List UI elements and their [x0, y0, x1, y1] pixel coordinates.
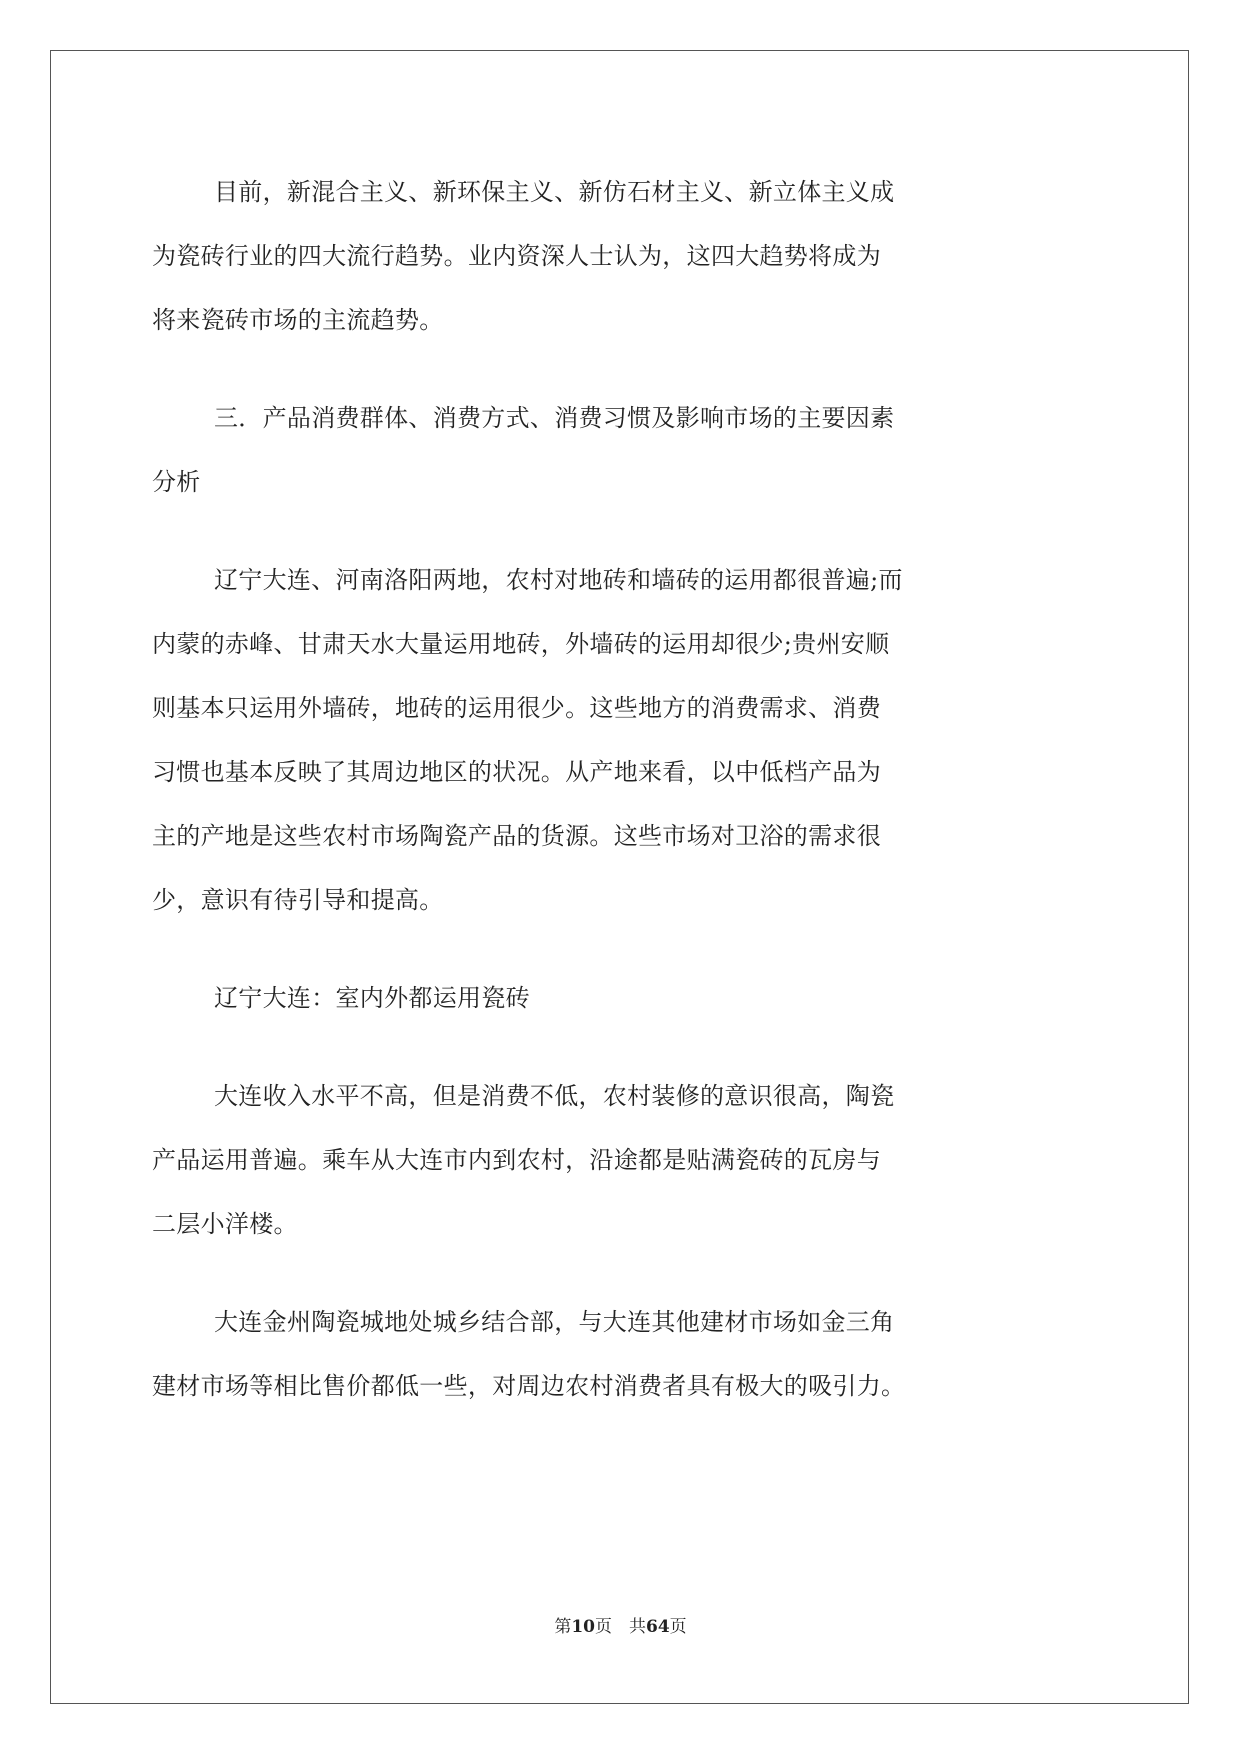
- text-line: 主的产地是这些农村市场陶瓷产品的货源。这些市场对卫浴的需求很: [152, 822, 881, 850]
- footer-prefix: 第: [554, 1617, 572, 1637]
- text-line: 内蒙的赤峰、甘肃天水大量运用地砖，外墙砖的运用却很少;贵州安顺: [152, 630, 890, 658]
- text-line: 辽宁大连、河南洛阳两地，农村对地砖和墙砖的运用都很普遍;而: [214, 566, 903, 594]
- footer-middle: 页 共: [595, 1617, 646, 1637]
- paragraph-5: [152, 1064, 1092, 1256]
- text-line: 则基本只运用外墙砖，地砖的运用很少。这些地方的消费需求、消费: [152, 694, 881, 722]
- text-line: 二层小洋楼。: [152, 1210, 298, 1238]
- text-line: 少，意识有待引导和提高。: [152, 886, 444, 914]
- page-footer: [0, 1612, 1241, 1637]
- document-body: [152, 160, 1092, 1418]
- text-line: 建材市场等相比售价都低一些，对周边农村消费者具有极大的吸引力。: [152, 1372, 906, 1400]
- paragraph-4-subheading: [152, 966, 1092, 1030]
- text-line: 将来瓷砖市场的主流趋势。: [152, 306, 444, 334]
- paragraph-3: [152, 548, 1092, 932]
- text-line: 分析: [152, 468, 201, 496]
- current-page-number: 10: [571, 1617, 595, 1637]
- text-line: 目前，新混合主义、新环保主义、新仿石材主义、新立体主义成: [214, 178, 895, 206]
- paragraph-6: [152, 1290, 1092, 1418]
- footer-suffix: 页: [669, 1617, 687, 1637]
- text-line: 习惯也基本反映了其周边地区的状况。从产地来看，以中低档产品为: [152, 758, 881, 786]
- text-line: 为瓷砖行业的四大流行趋势。业内资深人士认为，这四大趋势将成为: [152, 242, 881, 270]
- total-pages-number: 64: [646, 1617, 670, 1637]
- text-line: 大连收入水平不高，但是消费不低，农村装修的意识很高，陶瓷: [214, 1082, 895, 1110]
- text-line: 辽宁大连：室内外都运用瓷砖: [214, 984, 530, 1012]
- text-line: 三．产品消费群体、消费方式、消费习惯及影响市场的主要因素: [214, 404, 895, 432]
- paragraph-2-heading: [152, 386, 1092, 514]
- text-line: 大连金州陶瓷城地处城乡结合部，与大连其他建材市场如金三角: [214, 1308, 895, 1336]
- text-line: 产品运用普遍。乘车从大连市内到农村，沿途都是贴满瓷砖的瓦房与: [152, 1146, 881, 1174]
- paragraph-1: [152, 160, 1092, 352]
